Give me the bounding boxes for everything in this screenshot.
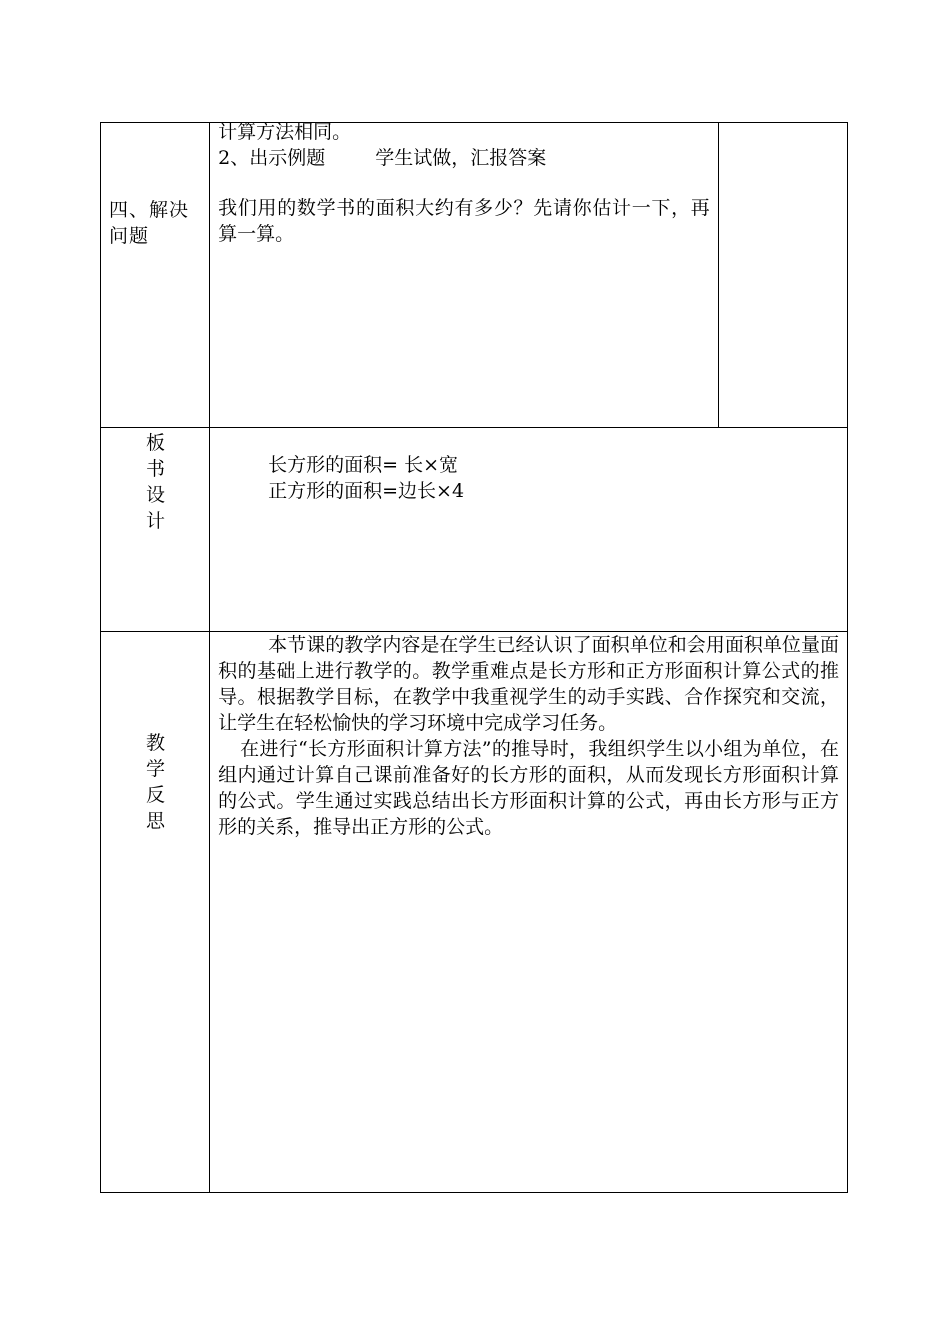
square-area-formula: 正方形的面积=边长×4 [268,480,465,502]
reflection-paragraph-1: 本节课的教学内容是在学生已经认识了面积单位和会用面积单位量面积的基础上进行教学的。教学重难点是长方形和正方形面积计算公式的推导。根据教学目标，在教学中我重视学生的动手实践、合作探究和交流，让学生在轻松愉快的学习环境中完成学习任务。 [218,634,839,734]
label-char: 教 [145,732,165,754]
label-char: 反 [145,784,165,806]
label-char: 学 [145,758,165,780]
rectangle-area-formula: 长方形的面积= 长×宽 [268,454,459,476]
example-line [218,145,710,171]
lesson-plan-table [100,122,848,1193]
method-same-text: 计算方法相同。 [218,121,352,143]
table-row-board-design [101,428,848,632]
board-design-content-cell [210,428,848,632]
reflection-label [101,730,210,834]
label-char: 板 [145,432,165,454]
label-char: 书 [145,458,165,480]
table-row-reflection [101,632,848,1193]
solve-problem-label-cell [101,123,210,428]
label-char: 设 [145,484,165,506]
notes-cell [718,123,847,428]
reflection-label-cell [101,632,210,1193]
solve-problem-content-cell [210,123,719,428]
estimate-question: 我们用的数学书的面积大约有多少？先请你估计一下，再算一算。 [218,197,710,245]
label-char: 计 [145,510,165,532]
board-design-label-cell [101,428,210,632]
reflection-content-cell [210,632,848,1193]
solve-problem-label: 四、解决问题 [109,199,190,247]
board-design-label [101,430,210,534]
student-try-text: 学生试做，汇报答案 [375,147,547,169]
table-row-solve-problem [101,123,848,428]
label-char: 思 [145,810,165,832]
reflection-paragraph-2: 在进行“长方形面积计算方法”的推导时，我组织学生以小组为单位，在组内通过计算自己课前准备好的长方形的面积，从而发现长方形面积计算的公式。学生通过实践总结出长方形面积计算的公式，再由长方形与正方形的关系，推导出正方形的公式。 [218,738,839,838]
example-label: 2、出示例题 [218,147,326,169]
